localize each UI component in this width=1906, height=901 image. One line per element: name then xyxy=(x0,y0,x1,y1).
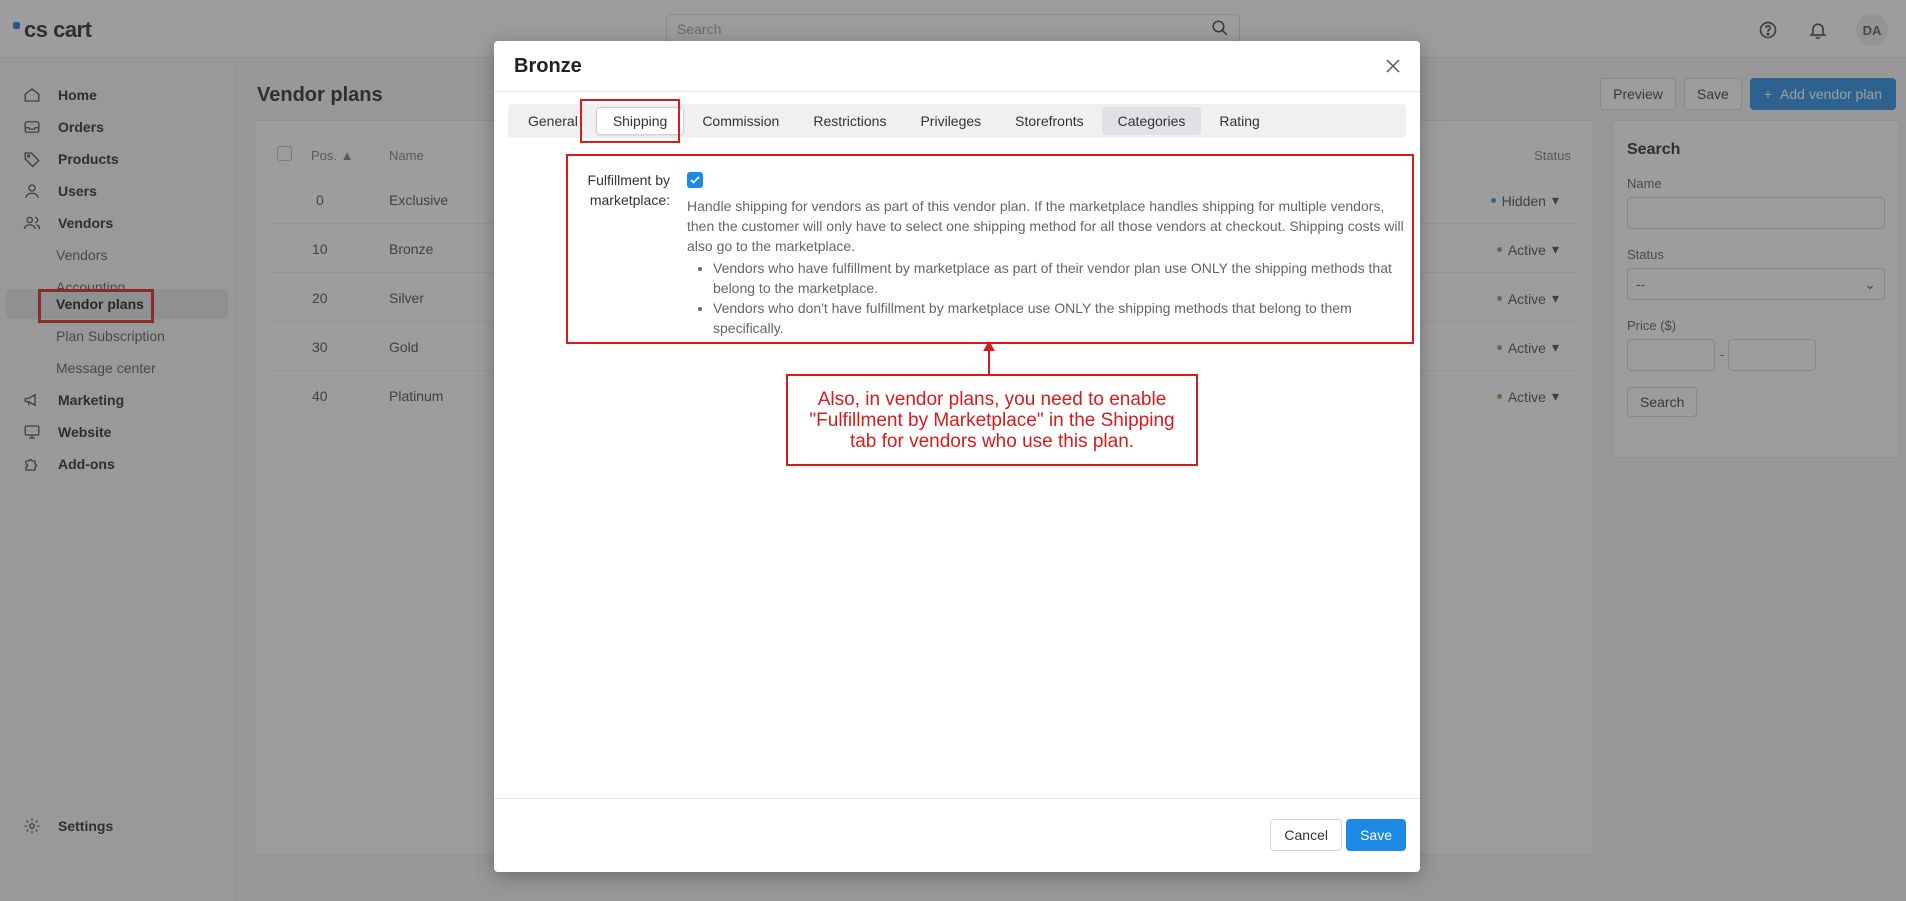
annotation-arrow-head xyxy=(983,341,995,351)
vendor-plan-dialog xyxy=(494,41,1420,872)
tab-commission[interactable]: Commission xyxy=(702,113,780,129)
help-bullet: • Vendors who have fulfillment by marketplace as part of their vendor plan use ONLY the shipping methods that belong to the marketplace. xyxy=(713,258,1407,298)
annotation-callout: Also, in vendor plans, you need to enable "Fulfillment by Marketplace" in the Shipping tab for vendors who use this plan. xyxy=(786,374,1198,466)
tab-shipping[interactable]: Shipping xyxy=(596,107,685,135)
fulfillment-help-text xyxy=(687,196,1407,338)
help-bullets xyxy=(687,258,1407,338)
help-bullet: • Vendors who don't have fulfillment by marketplace use ONLY the shipping methods that belong to them specifically. xyxy=(713,298,1407,338)
tab-storefronts[interactable]: Storefronts xyxy=(1015,113,1084,129)
help-paragraph: Handle shipping for vendors as part of this vendor plan. If the marketplace handles shipping for multiple vendors, then the customer will only have to select one shipping method for all those vendors at checkout. Shipping costs will also go to the marketplace. xyxy=(687,198,1404,254)
annotation-highlight-shipping-tab xyxy=(580,99,680,143)
tab-rating[interactable]: Rating xyxy=(1219,113,1260,129)
tab-general[interactable]: General xyxy=(528,113,578,129)
dialog-footer xyxy=(494,798,1420,872)
tab-restrictions[interactable]: Restrictions xyxy=(813,113,887,129)
dialog-save-button[interactable]: Save xyxy=(1346,819,1406,851)
tab-privileges[interactable]: Privileges xyxy=(920,113,982,129)
cancel-button[interactable]: Cancel xyxy=(1270,819,1342,851)
dialog-header xyxy=(494,41,1420,92)
fulfillment-checkbox[interactable] xyxy=(687,172,703,188)
dialog-title: Bronze xyxy=(514,55,582,77)
close-icon[interactable] xyxy=(1380,53,1406,79)
fulfillment-label: Fulfillment by marketplace: xyxy=(587,172,670,208)
tab-categories[interactable]: Categories xyxy=(1102,107,1202,135)
checkmark-icon xyxy=(689,174,701,186)
fulfillment-field-group xyxy=(566,154,1414,344)
